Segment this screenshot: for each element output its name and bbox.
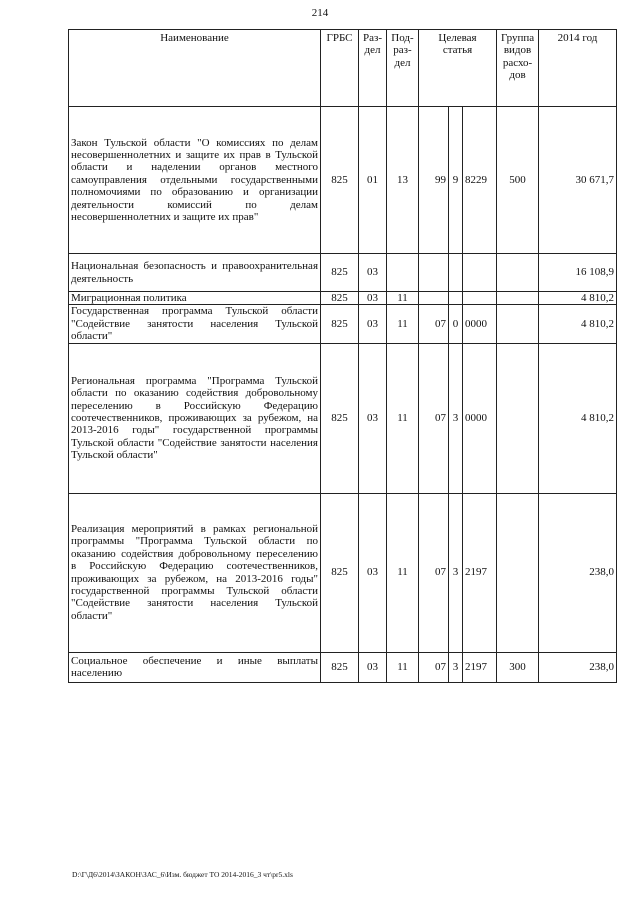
row-target-direction: 2197 bbox=[463, 652, 497, 682]
row-sum: 16 108,9 bbox=[539, 254, 617, 292]
row-expense-group bbox=[497, 493, 539, 652]
row-target-subprogram: 3 bbox=[449, 652, 463, 682]
table-row bbox=[69, 493, 617, 652]
row-name: Реализация мероприятий в рамках региональной программы "Программа Тульской области по оказанию содействия добровольному переселению в Российскую Федерацию соотечественников, проживающих за рубежом, на 2013-2016 годы" государственной программы Тульской области "Содействие занятости населения Тульской области" bbox=[69, 493, 321, 652]
table-row bbox=[69, 652, 617, 682]
header-target-article: Целевая статья bbox=[419, 30, 497, 107]
row-sum: 30 671,7 bbox=[539, 107, 617, 254]
row-sum: 4 810,2 bbox=[539, 305, 617, 343]
header-name: Наименование bbox=[69, 30, 321, 107]
row-grbs: 825 bbox=[321, 493, 359, 652]
row-expense-group bbox=[497, 292, 539, 305]
row-target-program: 07 bbox=[419, 652, 449, 682]
table-row bbox=[69, 107, 617, 254]
table-row bbox=[69, 254, 617, 292]
row-razdel: 03 bbox=[359, 305, 387, 343]
row-target-direction: 0000 bbox=[463, 343, 497, 493]
row-expense-group: 300 bbox=[497, 652, 539, 682]
table-row bbox=[69, 343, 617, 493]
row-sum: 238,0 bbox=[539, 652, 617, 682]
row-target-program bbox=[419, 254, 449, 292]
row-name: Национальная безопасность и правоохранительная деятельность bbox=[69, 254, 321, 292]
row-target-subprogram: 0 bbox=[449, 305, 463, 343]
row-target-subprogram: 9 bbox=[449, 107, 463, 254]
row-grbs: 825 bbox=[321, 292, 359, 305]
row-target-program bbox=[419, 292, 449, 305]
header-grbs: ГРБС bbox=[321, 30, 359, 107]
row-razdel: 03 bbox=[359, 652, 387, 682]
row-target-direction bbox=[463, 292, 497, 305]
row-podrazdel: 11 bbox=[387, 493, 419, 652]
row-name: Региональная программа "Программа Тульской области по оказанию содействия добровольному переселению в Российскую Федерацию соотечественников, проживающих за рубежом, на 2013-2016 годы" государственной программы Тульской области "Содействие занятости населения Тульской области" bbox=[69, 343, 321, 493]
row-target-program: 99 bbox=[419, 107, 449, 254]
row-grbs: 825 bbox=[321, 107, 359, 254]
row-target-direction bbox=[463, 254, 497, 292]
row-target-direction: 8229 bbox=[463, 107, 497, 254]
header-razdel: Раз- дел bbox=[359, 30, 387, 107]
row-expense-group bbox=[497, 254, 539, 292]
page-number: 214 bbox=[311, 7, 329, 19]
row-name: Закон Тульской области "О комиссиях по делам несовершеннолетних и защите их прав в Тульской области и наделении органов местного самоуправления отдельными государственными полномочиями по образованию и организации деятельности комиссий по делам несовершеннолетних и защите их прав" bbox=[69, 107, 321, 254]
row-grbs: 825 bbox=[321, 254, 359, 292]
budget-table bbox=[68, 29, 617, 683]
row-expense-group: 500 bbox=[497, 107, 539, 254]
row-podrazdel bbox=[387, 254, 419, 292]
row-target-subprogram bbox=[449, 254, 463, 292]
row-target-subprogram bbox=[449, 292, 463, 305]
header-row bbox=[69, 30, 617, 107]
header-podrazdel: Под- раз- дел bbox=[387, 30, 419, 107]
row-name: Государственная программа Тульской области "Содействие занятости населения Тульской области" bbox=[69, 305, 321, 343]
row-expense-group bbox=[497, 305, 539, 343]
row-name: Миграционная политика bbox=[69, 292, 321, 305]
row-podrazdel: 11 bbox=[387, 652, 419, 682]
row-sum: 4 810,2 bbox=[539, 292, 617, 305]
row-sum: 238,0 bbox=[539, 493, 617, 652]
row-target-direction: 2197 bbox=[463, 493, 497, 652]
row-razdel: 03 bbox=[359, 254, 387, 292]
row-grbs: 825 bbox=[321, 305, 359, 343]
row-grbs: 825 bbox=[321, 652, 359, 682]
table-row bbox=[69, 292, 617, 305]
row-grbs: 825 bbox=[321, 343, 359, 493]
row-target-program: 07 bbox=[419, 305, 449, 343]
row-target-subprogram: 3 bbox=[449, 493, 463, 652]
table-row bbox=[69, 305, 617, 343]
row-razdel: 01 bbox=[359, 107, 387, 254]
row-sum: 4 810,2 bbox=[539, 343, 617, 493]
row-target-subprogram: 3 bbox=[449, 343, 463, 493]
row-target-program: 07 bbox=[419, 493, 449, 652]
row-razdel: 03 bbox=[359, 292, 387, 305]
file-path-footer: D:\Г\Д6\2014\ЗАКОН\ЗАС_6\Изм. бюджет ТО 2014-2016_3 чт\pr5.xls bbox=[72, 870, 293, 879]
row-target-direction: 0000 bbox=[463, 305, 497, 343]
row-expense-group bbox=[497, 343, 539, 493]
row-podrazdel: 11 bbox=[387, 305, 419, 343]
header-year: 2014 год bbox=[539, 30, 617, 107]
row-podrazdel: 11 bbox=[387, 292, 419, 305]
row-podrazdel: 13 bbox=[387, 107, 419, 254]
row-target-program: 07 bbox=[419, 343, 449, 493]
header-expense-group: Группа видов расхо- дов bbox=[497, 30, 539, 107]
row-podrazdel: 11 bbox=[387, 343, 419, 493]
row-razdel: 03 bbox=[359, 493, 387, 652]
row-razdel: 03 bbox=[359, 343, 387, 493]
row-name: Социальное обеспечение и иные выплаты населению bbox=[69, 652, 321, 682]
